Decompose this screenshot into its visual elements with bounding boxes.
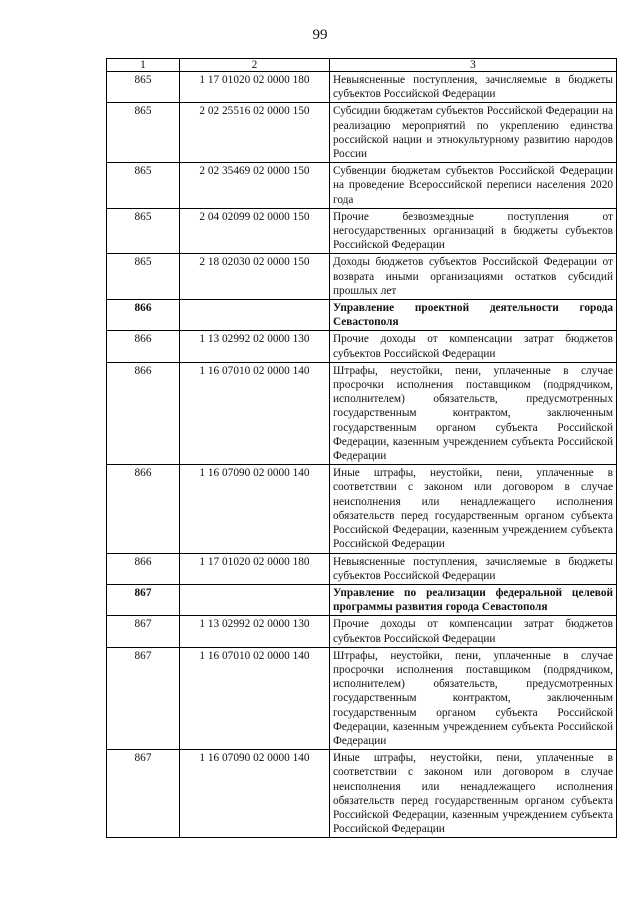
admin-code-cell: 866 bbox=[107, 362, 180, 464]
budget-classification-code-cell: 1 16 07090 02 0000 140 bbox=[180, 750, 330, 838]
budget-classification-code-cell: 2 02 35469 02 0000 150 bbox=[180, 163, 330, 209]
revenue-name-cell: Невыясненные поступления, зачисляемые в бюджеты субъектов Российской Федерации bbox=[330, 72, 617, 103]
column-header-name: 3 bbox=[330, 59, 617, 72]
table-row bbox=[107, 750, 617, 838]
admin-code-cell: 867 bbox=[107, 584, 180, 615]
revenue-name-cell: Штрафы, неустойки, пени, уплаченные в случае просрочки исполнения поставщиком (подрядчиком, исполнителем) обязательств, предусмотренных государственным контрактом, заключенным государственным органом субъекта Российской Федерации, казенным учреждением субъекта Российской Федерации bbox=[330, 362, 617, 464]
budget-classification-code-cell: 1 16 07010 02 0000 140 bbox=[180, 647, 330, 749]
table-row bbox=[107, 362, 617, 464]
revenue-name-cell: Невыясненные поступления, зачисляемые в бюджеты субъектов Российской Федерации bbox=[330, 553, 617, 584]
table-row bbox=[107, 208, 617, 254]
table-header-row bbox=[107, 59, 617, 72]
table-row bbox=[107, 72, 617, 103]
table-row bbox=[107, 331, 617, 362]
admin-code-cell: 867 bbox=[107, 647, 180, 749]
budget-classification-code-cell: 2 18 02030 02 0000 150 bbox=[180, 254, 330, 300]
table-row bbox=[107, 616, 617, 647]
table-row bbox=[107, 584, 617, 615]
admin-code-cell: 866 bbox=[107, 465, 180, 553]
budget-classification-code-cell: 2 04 02099 02 0000 150 bbox=[180, 208, 330, 254]
admin-code-cell: 865 bbox=[107, 103, 180, 163]
admin-code-cell: 866 bbox=[107, 331, 180, 362]
admin-code-cell: 866 bbox=[107, 300, 180, 331]
table-row bbox=[107, 254, 617, 300]
table-row bbox=[107, 465, 617, 553]
table-row bbox=[107, 163, 617, 209]
budget-classification-code-cell: 1 16 07090 02 0000 140 bbox=[180, 465, 330, 553]
revenue-name-cell: Прочие безвозмездные поступления от негосударственных организаций в бюджеты субъектов Российской Федерации bbox=[330, 208, 617, 254]
admin-code-cell: 867 bbox=[107, 750, 180, 838]
revenue-name-cell: Управление проектной деятельности города Севастополя bbox=[330, 300, 617, 331]
revenue-name-cell: Управление по реализации федеральной целевой программы развития города Севастополя bbox=[330, 584, 617, 615]
budget-classification-code-cell bbox=[180, 300, 330, 331]
admin-code-cell: 866 bbox=[107, 553, 180, 584]
revenue-name-cell: Субвенции бюджетам субъектов Российской Федерации на проведение Всероссийской переписи населения 2020 года bbox=[330, 163, 617, 209]
revenue-name-cell: Доходы бюджетов субъектов Российской Федерации от возврата иными организациями остатков субсидий прошлых лет bbox=[330, 254, 617, 300]
revenue-name-cell: Иные штрафы, неустойки, пени, уплаченные в соответствии с законом или договором в случае неисполнения или ненадлежащего исполнения обязательств перед государственным органом субъекта Российской Федерации, казенным учреждением субъекта Российской Федерации bbox=[330, 750, 617, 838]
revenue-name-cell: Субсидии бюджетам субъектов Российской Федерации на реализацию мероприятий по укреплению единства российской нации и этнокультурному развитию народов России bbox=[330, 103, 617, 163]
admin-code-cell: 865 bbox=[107, 72, 180, 103]
column-header-code: 2 bbox=[180, 59, 330, 72]
admin-code-cell: 865 bbox=[107, 208, 180, 254]
revenue-name-cell: Штрафы, неустойки, пени, уплаченные в случае просрочки исполнения поставщиком (подрядчиком, исполнителем) обязательств, предусмотренных государственным контрактом, заключенным государственным органом субъекта Российской Федерации, казенным учреждением субъекта Российской Федерации bbox=[330, 647, 617, 749]
admin-code-cell: 865 bbox=[107, 163, 180, 209]
budget-classification-code-cell: 1 16 07010 02 0000 140 bbox=[180, 362, 330, 464]
budget-classification-code-cell: 2 02 25516 02 0000 150 bbox=[180, 103, 330, 163]
budget-classification-code-cell: 1 13 02992 02 0000 130 bbox=[180, 616, 330, 647]
table-row bbox=[107, 300, 617, 331]
revenue-name-cell: Иные штрафы, неустойки, пени, уплаченные в соответствии с законом или договором в случае неисполнения или ненадлежащего исполнения обязательств перед государственным органом субъекта Российской Федерации, казенным учреждением субъекта Российской Федерации bbox=[330, 465, 617, 553]
budget-classification-code-cell: 1 17 01020 02 0000 180 bbox=[180, 72, 330, 103]
table-row bbox=[107, 103, 617, 163]
column-header-admin: 1 bbox=[107, 59, 180, 72]
table-body bbox=[107, 72, 617, 838]
revenue-name-cell: Прочие доходы от компенсации затрат бюджетов субъектов Российской Федерации bbox=[330, 616, 617, 647]
revenue-name-cell: Прочие доходы от компенсации затрат бюджетов субъектов Российской Федерации bbox=[330, 331, 617, 362]
admin-code-cell: 867 bbox=[107, 616, 180, 647]
table-row bbox=[107, 553, 617, 584]
revenue-codes-table bbox=[106, 58, 617, 838]
budget-classification-code-cell: 1 17 01020 02 0000 180 bbox=[180, 553, 330, 584]
admin-code-cell: 865 bbox=[107, 254, 180, 300]
table-row bbox=[107, 647, 617, 749]
budget-classification-code-cell: 1 13 02992 02 0000 130 bbox=[180, 331, 330, 362]
budget-classification-code-cell bbox=[180, 584, 330, 615]
page-number: 99 bbox=[312, 27, 328, 43]
